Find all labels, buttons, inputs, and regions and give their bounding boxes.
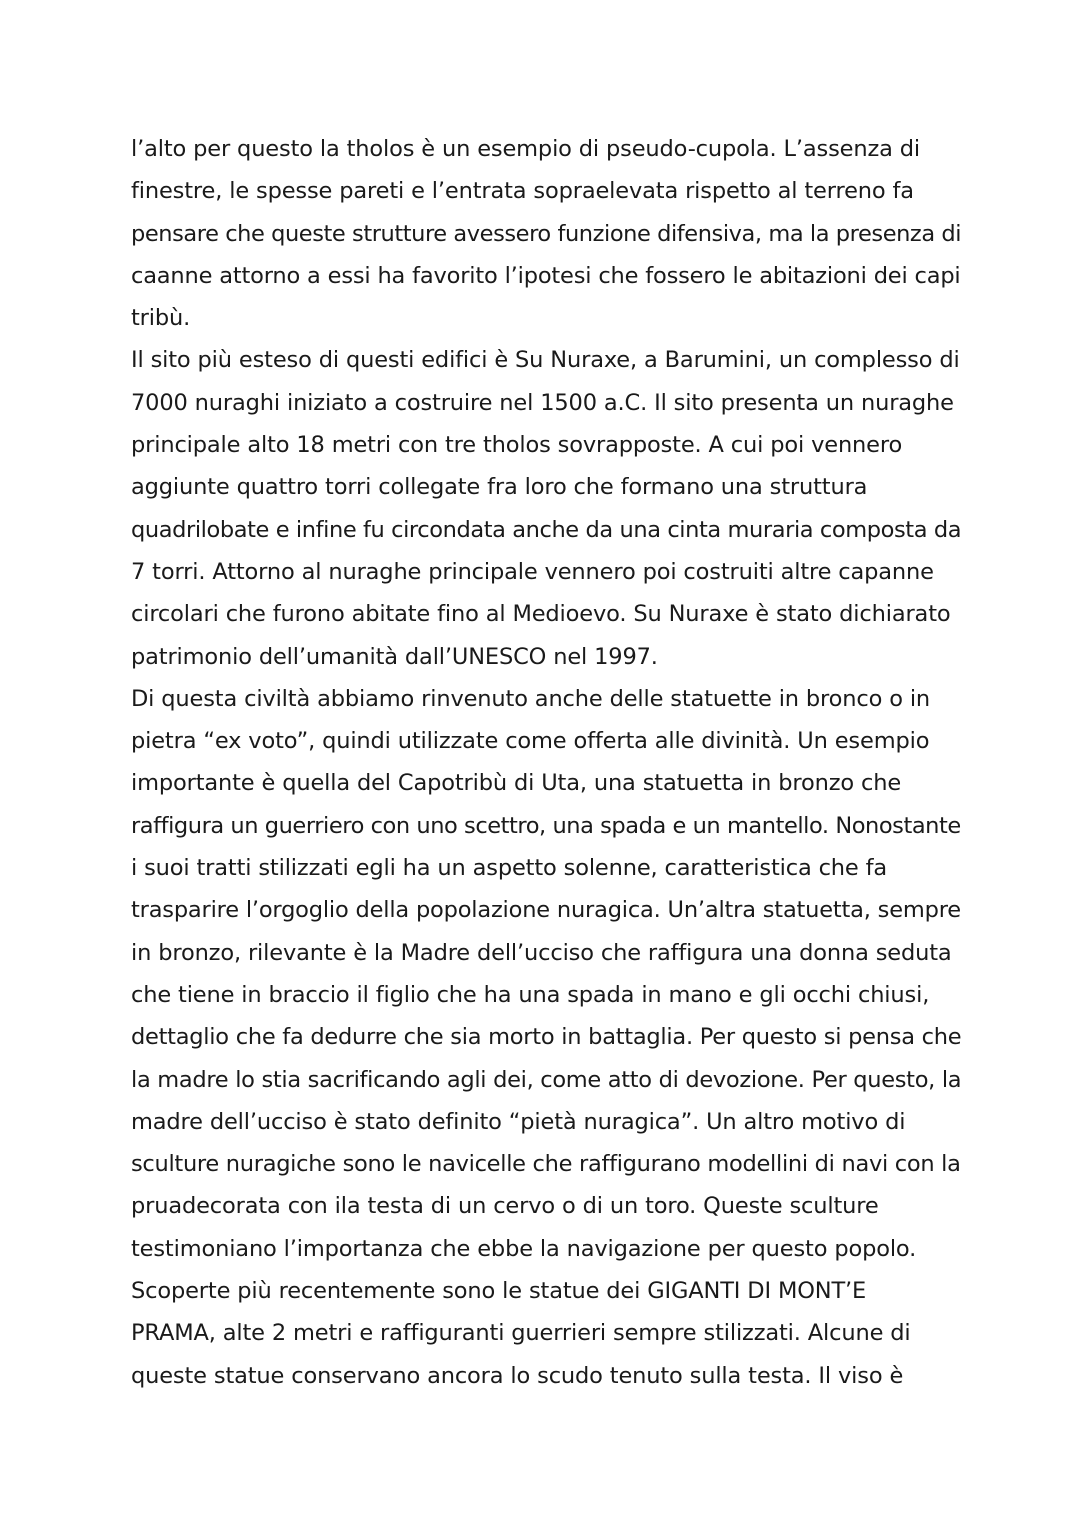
text-line: raffigura un guerriero con uno scettro, una spada e un mantello. Nonostante [131,812,961,839]
text-line: sculture nuragiche sono le navicelle che raffigurano modellini di navi con la [131,1151,961,1178]
text-line: patrimonio dell’umanità dall’UNESCO nel 1997. [131,643,658,670]
text-line: Di questa civiltà abbiamo rinvenuto anche delle statuette in bronco o in [131,685,931,712]
text-line: importante è quella del Capotribù di Uta, una statuetta in bronzo che [131,770,902,797]
body-text [131,128,961,1397]
text-line: tribù. [131,305,191,332]
text-line: pensare che queste strutture avessero funzione difensiva, ma la presenza di [131,220,962,247]
text-line: testimoniano l’importanza che ebbe la navigazione per questo popolo. [131,1235,917,1262]
text-line: 7 torri. Attorno al nuraghe principale vennero poi costruiti altre capanne [131,558,934,585]
text-line: dettaglio che fa dedurre che sia morto in battaglia. Per questo si pensa che [131,1024,962,1051]
text-line: pruadecorata con ila testa di un cervo o di un toro. Queste sculture [131,1193,879,1220]
text-line: aggiunte quattro torri collegate fra loro che formano una struttura [131,474,868,501]
text-line: pietra “ex voto”, quindi utilizzate come offerta alle divinità. Un esempio [131,728,930,755]
text-line: quadrilobate e infine fu circondata anche da una cinta muraria composta da [131,516,962,543]
text-line: la madre lo stia sacrificando agli dei, come atto di devozione. Per questo, la [131,1066,962,1093]
text-line: i suoi tratti stilizzati egli ha un aspetto solenne, caratteristica che fa [131,855,888,882]
text-line: 7000 nuraghi iniziato a costruire nel 1500 a.C. Il sito presenta un nuraghe [131,389,954,416]
text-line: principale alto 18 metri con tre tholos sovrapposte. A cui poi vennero [131,432,903,459]
text-line: PRAMA, alte 2 metri e raffiguranti guerrieri sempre stilizzati. Alcune di [131,1320,911,1347]
text-line: caanne attorno a essi ha favorito l’ipotesi che fossero le abitazioni dei capi [131,262,961,289]
text-line: che tiene in braccio il figlio che ha una spada in mano e gli occhi chiusi, [131,981,930,1008]
text-line: Scoperte più recentemente sono le statue dei GIGANTI DI MONT’E [131,1278,867,1305]
text-line: trasparire l’orgoglio della popolazione nuragica. Un’altra statuetta, sempre [131,897,961,924]
text-line: queste statue conservano ancora lo scudo tenuto sulla testa. Il viso è [131,1362,904,1389]
text-line: circolari che furono abitate fino al Medioevo. Su Nuraxe è stato dichiarato [131,601,951,628]
text-line: in bronzo, rilevante è la Madre dell’ucciso che raffigura una donna seduta [131,939,952,966]
text-line: l’alto per questo la tholos è un esempio di pseudo-cupola. L’assenza di [131,136,920,162]
text-line: Il sito più esteso di questi edifici è Su Nuraxe, a Barumini, un complesso di [131,347,960,374]
text-line: madre dell’ucciso è stato definito “pietà nuragica”. Un altro motivo di [131,1108,906,1135]
text-line: finestre, le spesse pareti e l’entrata sopraelevata rispetto al terreno fa [131,178,914,205]
